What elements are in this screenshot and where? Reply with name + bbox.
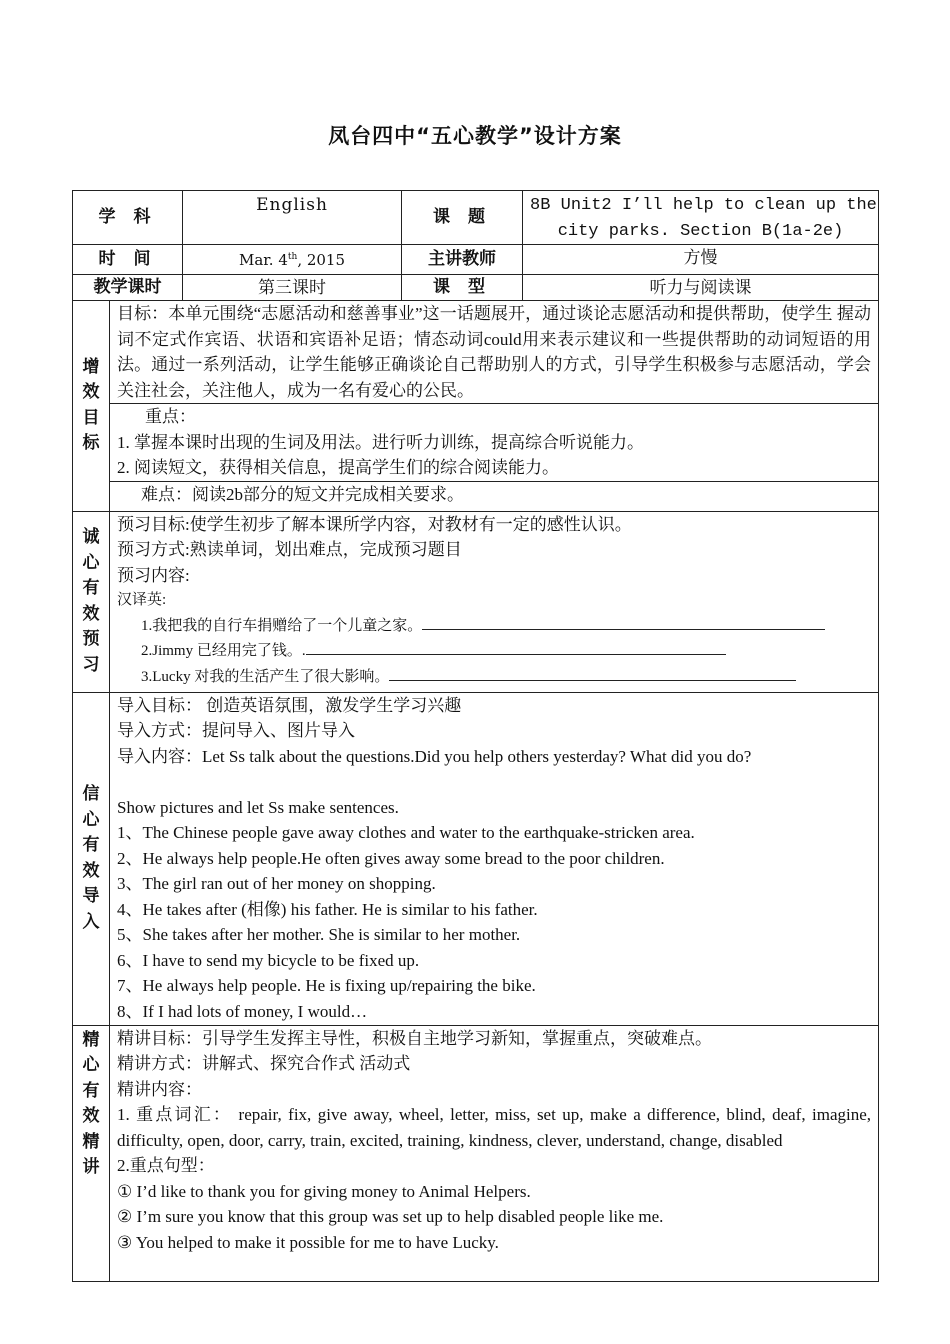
preview-side-char: 预 xyxy=(82,629,100,649)
key-sentence: ③ You helped to make it possible for me to have Lucky. xyxy=(117,1232,499,1252)
answer-blank xyxy=(306,640,726,655)
translate-item-text: 3.Lucky 对我的生活产生了很大影响。 xyxy=(141,668,390,685)
key-sentences-title: 2.重点句型： xyxy=(117,1156,215,1175)
type-label: 课 型 xyxy=(402,274,523,301)
lead-in-row xyxy=(73,692,879,1025)
difficulty-text: 难点：阅读2b部分的短文并完成相关要求。 xyxy=(141,484,464,504)
preview-side-char: 习 xyxy=(82,654,100,675)
lecture-side-char: 有 xyxy=(82,1080,100,1101)
translate-item-text: 2.Jimmy 已经用完了钱。. xyxy=(141,643,306,659)
key-sentence: ② I’m sure you know that this group was set up to help disabled people like me. xyxy=(117,1207,664,1226)
lecture-side-char: 讲 xyxy=(82,1157,100,1177)
lead-in-side-char: 信 xyxy=(82,784,100,804)
example-sentence: 3、The girl ran out of her money on shopping. xyxy=(117,874,436,893)
goals-side-label xyxy=(73,301,110,512)
translate-item xyxy=(117,639,871,665)
goals-objective: 目标：本单元围绕“志愿活动和慈善事业”这一话题展开，通过谈论志愿活动和提供帮助，使学生 握动词不定式作宾语、状语和宾语补足语；情态动词could用来表示建议和一些提供帮助的动词短语的用法。通过一系列活动，让学生能够正确谈论自己帮助别人的方式，引导学生积极参与志愿活动，学会关注社会，关注他人，成为一名有爱心的公民。 xyxy=(110,301,879,404)
subject-value: English xyxy=(183,191,402,245)
example-sentence: 2、He always help people.He often gives away some bread to the poor children. xyxy=(117,848,665,868)
goals-difficulty xyxy=(110,481,879,511)
preview-content xyxy=(110,511,879,692)
preview-side-label xyxy=(73,511,110,692)
lecture-side-label xyxy=(73,1025,110,1281)
time-suffix: th xyxy=(287,252,298,262)
lead-in-side-char: 导 xyxy=(82,886,100,906)
translate-item xyxy=(117,614,871,640)
goals-difficulty-row xyxy=(73,481,879,511)
key-vocabulary: 1. 重点词汇： repair, fix, give away, wheel, letter, miss, set up, make a difference, blind, deaf, imagine, difficulty, open, door, carry, train, excited, training, kindness, clever, understand, change, disabled xyxy=(117,1105,872,1150)
key-point-1: 1. 掌握本课时出现的生词及用法。进行听力训练，提高综合听说能力。 xyxy=(117,432,644,452)
preview-side-char: 效 xyxy=(82,603,100,624)
goals-side-char: 标 xyxy=(82,433,100,454)
time-value xyxy=(183,245,402,275)
preview-translate-title: 汉译英: xyxy=(117,592,167,608)
subject-label: 学 科 xyxy=(73,191,183,245)
key-point-2: 2. 阅读短文，获得相关信息，提高学生们的综合阅读能力。 xyxy=(117,458,559,477)
teacher-value: 方慢 xyxy=(523,245,879,275)
teacher-label: 主讲教师 xyxy=(402,245,523,275)
topic-line-1: 8B Unit2 I’ll help to clean up the xyxy=(530,196,877,215)
lead-in-pictures: Show pictures and let Ss make sentences. xyxy=(117,797,399,817)
key-sentence: ① I’d like to thank you for giving money to Animal Helpers. xyxy=(117,1181,531,1201)
example-sentence: 4、He takes after (相像) his father. He is similar to his father. xyxy=(117,899,538,919)
key-title: 重点： xyxy=(145,407,196,426)
preview-content-title: 预习内容: xyxy=(117,565,190,585)
goals-objective-row xyxy=(73,301,879,404)
lesson-plan-table xyxy=(72,190,879,1282)
lead-in-method: 导入方式：提问导入、图片导入 xyxy=(117,721,355,740)
time-label: 时 间 xyxy=(73,245,183,275)
example-sentence: 5、She takes after her mother. She is similar to her mother. xyxy=(117,925,521,944)
time-month-day: Mar. 4 xyxy=(238,251,288,269)
example-sentence: 8、If I had lots of money, I would… xyxy=(117,1001,368,1021)
row-time xyxy=(73,245,879,275)
lecture-side-char: 精 xyxy=(82,1029,100,1050)
lead-in-side-char: 心 xyxy=(82,809,100,830)
topic-line-2: city parks. Section B(1a-2e) xyxy=(557,221,844,241)
goals-key-row xyxy=(73,404,879,482)
answer-blank xyxy=(389,666,796,681)
lead-in-content xyxy=(110,692,879,1025)
lead-in-side-char: 有 xyxy=(82,835,100,855)
preview-row xyxy=(73,511,879,692)
lecture-row xyxy=(73,1025,879,1281)
lead-in-goal: 导入目标： 创造英语氛围，激发学生学习兴趣 xyxy=(117,695,462,715)
lecture-side-char: 心 xyxy=(82,1055,100,1075)
goals-side-char: 目 xyxy=(82,407,100,428)
goals-side-char: 效 xyxy=(82,382,100,403)
period-label: 教学课时 xyxy=(73,274,183,301)
lead-in-questions: 导入内容：Let Ss talk about the questions.Did you help others yesterday? What did you do? xyxy=(117,746,752,766)
example-sentence: 7、He always help people. He is fixing up/repairing the bike. xyxy=(117,976,536,995)
topic-value xyxy=(523,191,879,245)
preview-method: 预习方式:熟读单词，划出难点，完成预习题目 xyxy=(117,540,462,559)
example-sentence: 6、I have to send my bicycle to be fixed up. xyxy=(117,950,420,970)
preview-side-char: 心 xyxy=(82,552,100,573)
lecture-goal: 精讲目标：引导学生发挥主导性，积极自主地学习新知，掌握重点，突破难点。 xyxy=(117,1028,712,1048)
goals-side-char: 增 xyxy=(82,356,100,377)
answer-blank xyxy=(422,615,825,630)
document-title: 凤台四中“五心教学”设计方案 xyxy=(328,124,622,148)
lead-in-side-char: 入 xyxy=(82,911,100,932)
period-value: 第三课时 xyxy=(183,274,402,301)
row-subject xyxy=(73,191,879,245)
translate-item-text: 1.我把我的自行车捐赠给了一个儿童之家。 xyxy=(141,617,423,634)
lecture-side-char: 精 xyxy=(82,1131,100,1152)
preview-side-char: 有 xyxy=(82,578,100,598)
preview-side-char: 诚 xyxy=(82,527,100,547)
topic-label: 课 题 xyxy=(402,191,523,245)
translate-item xyxy=(117,665,871,691)
row-period xyxy=(73,274,879,301)
lecture-content-title: 精讲内容： xyxy=(117,1079,202,1099)
type-value: 听力与阅读课 xyxy=(523,274,879,301)
time-year: , 2015 xyxy=(297,251,346,269)
lecture-side-char: 效 xyxy=(82,1106,100,1126)
lead-in-side-label xyxy=(73,692,110,1025)
goals-key xyxy=(110,404,879,482)
spacer xyxy=(117,769,871,795)
preview-goal: 预习目标:使学生初步了解本课所学内容，对教材有一定的感性认识。 xyxy=(117,514,632,534)
lead-in-side-char: 效 xyxy=(82,860,100,881)
lecture-method: 精讲方式：讲解式、探究合作式 活动式 xyxy=(117,1054,411,1073)
example-sentence: 1、The Chinese people gave away clothes and water to the earthquake-stricken area. xyxy=(117,823,695,842)
lecture-content xyxy=(110,1025,879,1281)
